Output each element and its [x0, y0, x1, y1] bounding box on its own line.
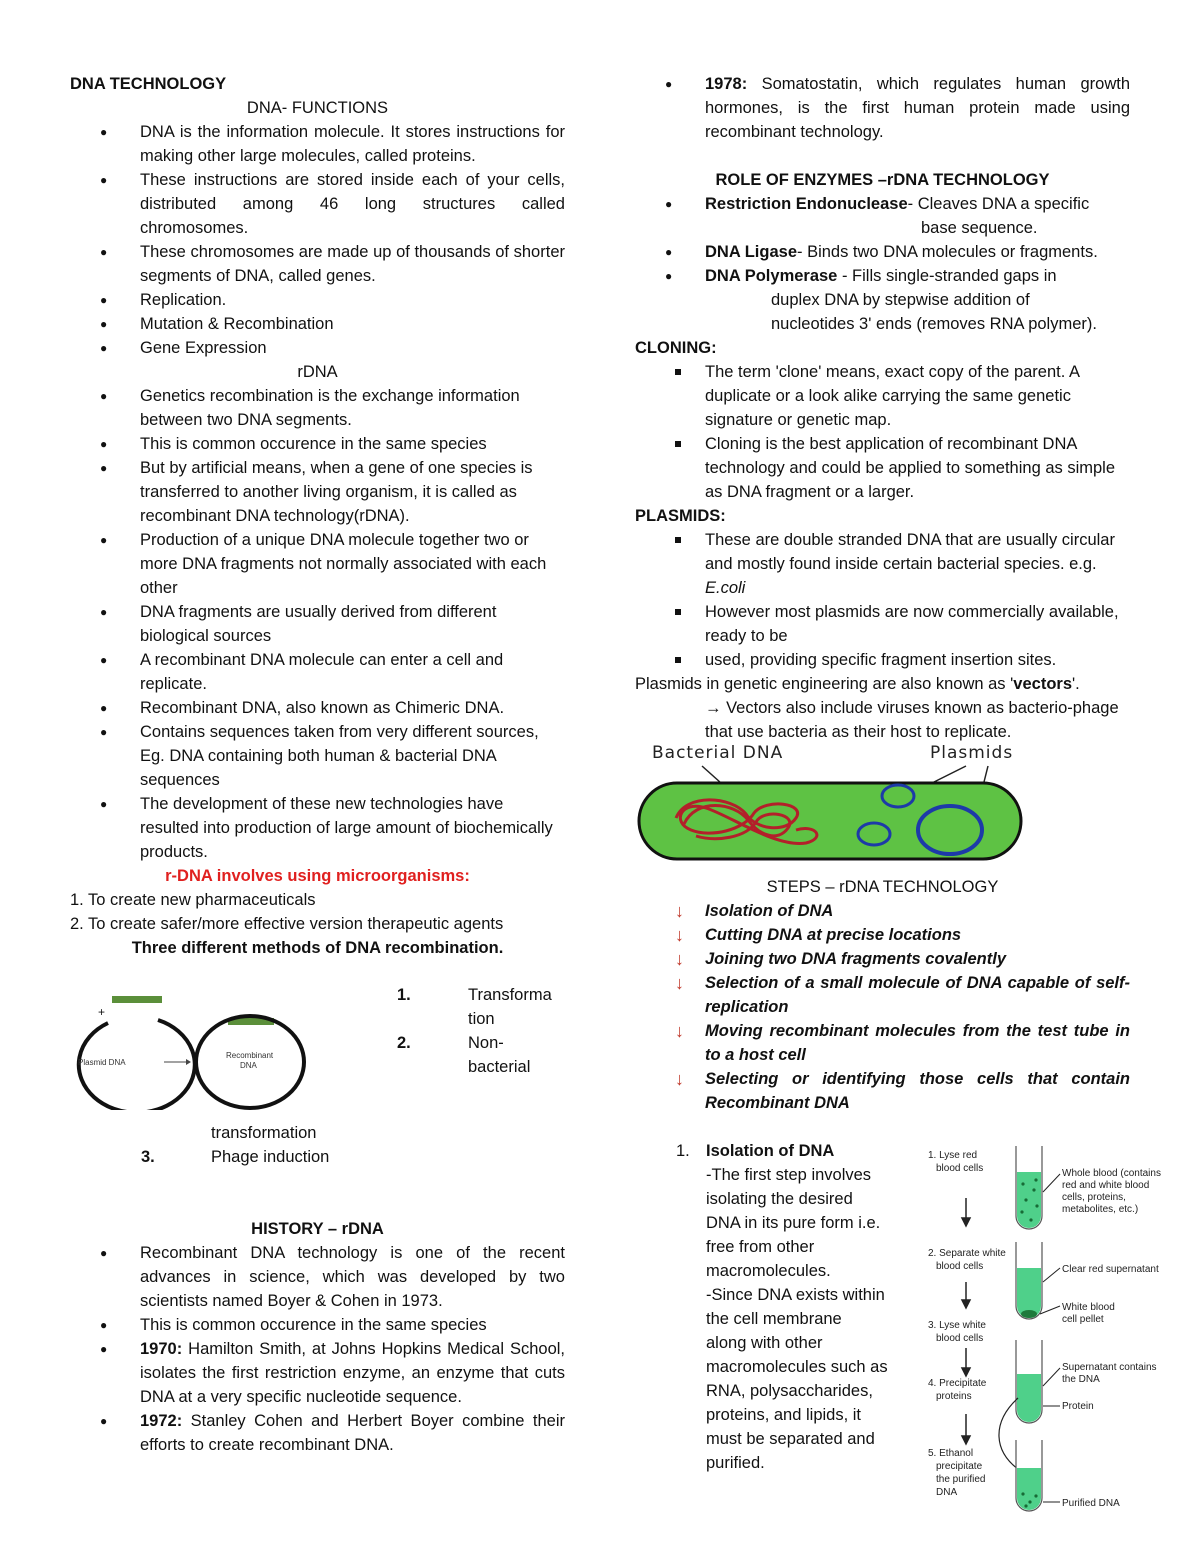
functions-list [70, 120, 565, 360]
right-column [635, 72, 1130, 744]
bacteria-illustration [636, 738, 1026, 864]
plasmids-list [635, 528, 1130, 672]
step-item [635, 899, 1130, 923]
donor-tag-1 [112, 996, 162, 1003]
step1-label-2: blood cells [936, 1163, 984, 1174]
isolation-line: macromolecules. [706, 1262, 831, 1280]
cloning-item: Cloning is the best application of recombinant DNA technology and could be applied to something as simple as DNA fragment or a larger. [635, 432, 1130, 504]
function-item: ● Replication. [70, 288, 565, 312]
plasmids-label: Plasmids [930, 743, 1014, 763]
history-text: Hamilton Smith, at Johns Hopkins Medical School, isolates the first restriction enzyme, an enzyme that cuts DNA at a very specific nucleotide sequence. [140, 1340, 565, 1406]
result2: Clear red supernatant [1062, 1264, 1159, 1275]
history-1978-item [635, 72, 1130, 144]
steps-section [635, 875, 1130, 1115]
rdna-item: ● A recombinant DNA molecule can enter a cell and replicate. [70, 648, 565, 696]
enzyme-desc-cont: base sequence. [921, 219, 1038, 237]
step5-label: 5. Ethanol [928, 1448, 974, 1459]
step2-label: 2. Separate white [928, 1248, 1006, 1259]
left-column [70, 72, 565, 960]
result6: Purified DNA [1062, 1498, 1120, 1509]
history-text: Stanley Cohen and Herbert Boyer combine their efforts to create recombinant DNA. [140, 1412, 565, 1454]
function-item: ● These instructions are stored inside each of your cells, distributed among 46 long structures called chromosomes. [70, 168, 565, 240]
step1-label: 1. Lyse red [928, 1150, 978, 1161]
vectors-line [635, 672, 1130, 696]
function-item: ● Mutation & Recombination [70, 312, 565, 336]
function-item: ● These chromosomes are made up of thousands of shorter segments of DNA, called genes. [70, 240, 565, 288]
down-arrow-head [962, 1436, 970, 1444]
methods-heading: Three different methods of DNA recombination. [131, 939, 504, 957]
isolation-line: must be separated and [706, 1430, 875, 1448]
result5: Protein [1062, 1401, 1094, 1412]
rdna-list [70, 384, 565, 864]
step-item [635, 947, 1130, 971]
method-1: Transforma tion [468, 986, 552, 1028]
steps-list [635, 899, 1130, 1115]
step3-label-2: blood cells [936, 1333, 984, 1344]
plus-sign: + [98, 1005, 106, 1019]
down-arrow-head [962, 1368, 970, 1376]
enzymes-list [635, 192, 1130, 336]
enzymes-heading: ROLE OF ENZYMES –rDNA TECHNOLOGY [715, 171, 1050, 189]
isolation-line: the cell membrane [706, 1310, 842, 1328]
tube-1 [1016, 1146, 1060, 1229]
result1-2: red and white blood [1062, 1180, 1150, 1191]
recombinant-label-2: DNA [240, 1061, 257, 1070]
rdna-item: ● Production of a unique DNA molecule together two or more DNA fragments not normally associated with each other [70, 528, 565, 600]
down-arrow-icon: ↓ [675, 901, 684, 921]
enzyme-desc: - Binds two DNA molecules or fragments. [797, 243, 1098, 261]
method-2-cont: transformation [211, 1124, 317, 1142]
step-text: Moving recombinant molecules from the test tube in to a host cell [705, 1022, 1130, 1064]
rdna-heading: rDNA [297, 363, 338, 381]
plasmid-item: used, providing specific fragment insertion sites. [635, 648, 1130, 672]
step-item [635, 1067, 1130, 1115]
enzyme-desc-cont: duplex DNA by stepwise addition of [771, 291, 1030, 309]
history-year: 1972: [140, 1412, 183, 1430]
plasmid-item-text: These are double stranded DNA that are usually circular and mostly found inside certain bacterial species. e.g. [705, 531, 1115, 573]
down-arrow-icon: ↓ [675, 1069, 684, 1089]
result4: Supernatant contains [1062, 1362, 1157, 1373]
arrow-head [186, 1059, 191, 1065]
function-item: ● Gene Expression [70, 336, 565, 360]
method-2: Non- bacterial [468, 1034, 531, 1076]
plasmid-item [635, 528, 1130, 600]
history-list [70, 1241, 565, 1457]
history-item [70, 1409, 565, 1457]
micro-heading: r-DNA involves using microorganisms: [165, 867, 470, 885]
rdna-item: ● Recombinant DNA, also known as Chimeric DNA. [70, 696, 565, 720]
step-item [635, 923, 1130, 947]
tube-2 [1016, 1242, 1060, 1319]
micro-item-1: 1. To create new pharmaceuticals [70, 891, 316, 909]
micro-item-2: 2. To create safer/more effective version therapeutic agents [70, 915, 504, 933]
steps-heading: STEPS – rDNA TECHNOLOGY [766, 878, 999, 896]
isolation-block [706, 1139, 916, 1475]
history-1978-list [635, 72, 1130, 144]
result3-2: cell pellet [1062, 1314, 1104, 1325]
rdna-item: ● Genetics recombination is the exchange information between two DNA segments. [70, 384, 565, 432]
plasmid-item: However most plasmids are now commercially available, ready to be [635, 600, 1130, 648]
history-item [70, 1313, 565, 1337]
isolation-line: free from other [706, 1238, 815, 1256]
step3-label: 3. Lyse white [928, 1320, 986, 1331]
isolation-title: Isolation of DNA [706, 1142, 835, 1160]
down-arrow-head [962, 1218, 970, 1226]
history-item [70, 1337, 565, 1409]
history-text: Recombinant DNA technology is one of the recent advances in science, which was developed by two scientists named Boyer & Cohen in 1973. [140, 1244, 565, 1310]
step4-label: 4. Precipitate [928, 1378, 987, 1389]
cloning-heading: CLONING: [635, 339, 717, 357]
rdna-item: ● The development of these new technologies have resulted into production of large amount of biochemically products. [70, 792, 565, 864]
isolation-line: DNA in its pure form i.e. [706, 1214, 881, 1232]
down-arrow-icon: ↓ [675, 1021, 684, 1041]
enzyme-name: Restriction Endonuclease [705, 195, 908, 213]
method-3: Phage induction [211, 1148, 330, 1166]
isolation-line: purified. [706, 1454, 765, 1472]
rdna-item: ● This is common occurence in the same species [70, 432, 565, 456]
enzyme-desc: - Cleaves DNA a specific [907, 195, 1090, 213]
history-item [70, 1241, 565, 1313]
vectors-word: vectors [1013, 675, 1072, 693]
cloning-list [635, 360, 1130, 504]
step5-label-2: precipitate [936, 1461, 983, 1472]
isolation-line: macromolecules such as [706, 1358, 888, 1376]
down-arrow-icon: ↓ [675, 949, 684, 969]
dna-isolation-figure [922, 1142, 1180, 1514]
rdna-item: ● Contains sequences taken from very different sources, Eg. DNA containing both human & bacterial DNA sequences [70, 720, 565, 792]
down-arrow-icon: ↓ [675, 973, 684, 993]
step-item [635, 1019, 1130, 1067]
history-year: 1970: [140, 1340, 183, 1358]
result1-3: cells, proteins, [1062, 1192, 1126, 1203]
recombination-diagram [40, 990, 320, 1110]
cloning-item: The term 'clone' means, exact copy of the parent. A duplicate or a look alike carrying the same genetic signature or genetic map. [635, 360, 1130, 432]
plasmids-heading: PLASMIDS: [635, 507, 726, 525]
isolation-line: isolating the desired [706, 1190, 853, 1208]
enzyme-name: DNA Ligase [705, 243, 797, 261]
isolation-line: -The first step involves [706, 1166, 872, 1184]
step-text: Cutting DNA at precise locations [705, 926, 962, 944]
isolation-line: -Since DNA exists within [706, 1286, 885, 1304]
rdna-item: ● DNA fragments are usually derived from different biological sources [70, 600, 565, 648]
history-heading: HISTORY – rDNA [251, 1220, 384, 1238]
tube-4 [1016, 1440, 1060, 1511]
bacterium-body [639, 783, 1021, 859]
step5-label-3: the purified [936, 1474, 986, 1485]
enzyme-item [635, 240, 1130, 264]
vectors-note: → Vectors also include viruses known as bacterio-phage that use bacteria as their host to replicate. [705, 699, 1119, 741]
step-text: Selecting or identifying those cells that contain Recombinant DNA [705, 1070, 1130, 1112]
method-3-num: 3. [141, 1148, 155, 1166]
doc-title: DNA TECHNOLOGY [70, 75, 227, 93]
down-arrow-head [962, 1300, 970, 1308]
step-item [635, 971, 1130, 1019]
enzyme-desc: - Fills single-stranded gaps in [837, 267, 1057, 285]
enzyme-desc-cont: nucleotides 3' ends (removes RNA polymer). [771, 315, 1097, 333]
rdna-item: ● But by artificial means, when a gene of one species is transferred to another living organism, it is called as recombinant DNA technology(rDNA). [70, 456, 565, 528]
result4-2: the DNA [1062, 1374, 1100, 1385]
step-text: Joining two DNA fragments covalently [705, 950, 1007, 968]
step5-label-4: DNA [936, 1487, 958, 1498]
enzyme-name: DNA Polymerase [705, 267, 838, 285]
vectors-post: '. [1072, 675, 1080, 693]
isolation-text [706, 1163, 916, 1475]
recombinant-label: Recombinant [226, 1051, 274, 1060]
tube-3 [1016, 1340, 1060, 1423]
isolation-line: proteins, and lipids, it [706, 1406, 862, 1424]
result1-4: metabolites, etc.) [1062, 1204, 1139, 1215]
functions-heading: DNA- FUNCTIONS [246, 99, 389, 117]
history-text: This is common occurence in the same species [140, 1316, 487, 1334]
result1: Whole blood (contains [1062, 1168, 1161, 1179]
enzyme-item [635, 192, 1130, 240]
step2-label-2: blood cells [936, 1261, 984, 1272]
method-2-num: 2. [397, 1034, 411, 1052]
enzyme-item [635, 264, 1130, 336]
plasmid-label: Plasmid DNA [78, 1058, 126, 1067]
down-arrow-icon: ↓ [675, 925, 684, 945]
bacterial-dna-label: Bacterial DNA [652, 743, 784, 763]
history-1978-text: Somatostatin, which regulates human growth hormones, is the first human protein made using recombinant technology. [705, 75, 1130, 141]
isolation-num: 1. [676, 1142, 690, 1160]
result3: White blood [1062, 1302, 1115, 1313]
history-section [70, 1217, 565, 1457]
isolation-line: along with other [706, 1334, 823, 1352]
isolation-line: RNA, polysaccharides, [706, 1382, 873, 1400]
function-item: ● DNA is the information molecule. It stores instructions for making other large molecules, called proteins. [70, 120, 565, 168]
step4-label-2: proteins [936, 1391, 972, 1402]
ecoli-text: E.coli [705, 579, 746, 597]
method-1-num: 1. [397, 986, 411, 1004]
step-text: Isolation of DNA [705, 902, 834, 920]
vectors-pre: Plasmids in genetic engineering are also known as ' [635, 675, 1014, 693]
step-text: Selection of a small molecule of DNA capable of self-replication [705, 974, 1130, 1016]
history-1978-year: 1978: [705, 75, 748, 93]
